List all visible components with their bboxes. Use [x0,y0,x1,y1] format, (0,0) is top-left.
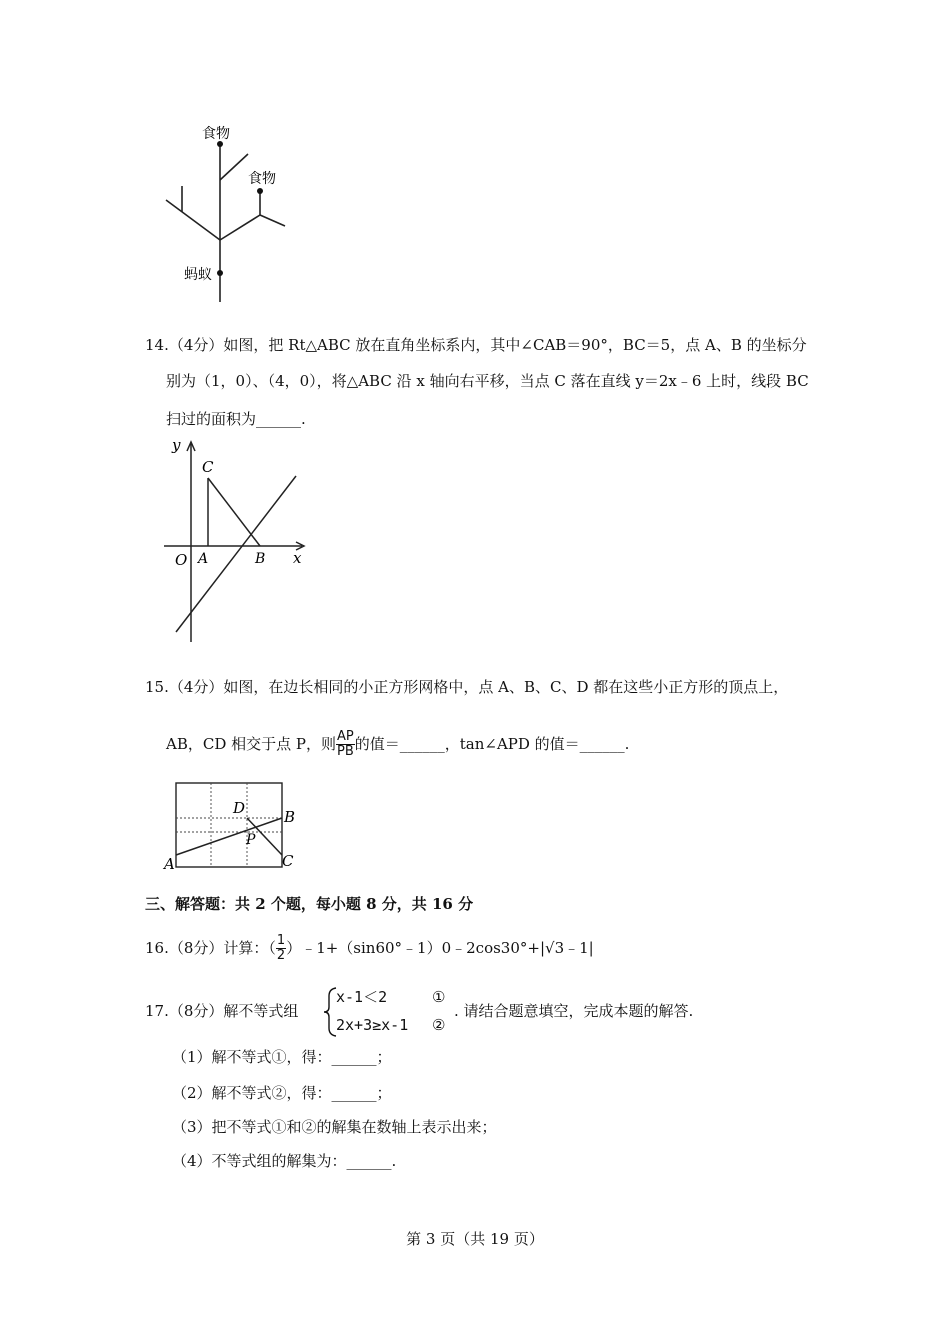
x-label: x [293,549,302,567]
point-D-label: D [233,799,246,817]
origin-label: O [175,551,188,569]
point-C-label: C [282,852,294,870]
right-twig [260,215,285,226]
food-right-point [257,188,263,194]
frac-denominator: 2 [276,948,286,964]
q14-line2: 别为（1，0）、（4，0），将△ABC 沿 x 轴向右平移，当点 C 落在直线 y＝2x﹣6 上时，线段 BC [166,372,809,390]
page-footer: 第 3 页（共 19 页） [406,1230,544,1248]
q14-line3: 扫过的面积为______. [166,410,306,428]
ant-food-tree-figure [160,118,300,308]
frac-numerator: AP [337,729,354,744]
q15-line2 [166,730,629,760]
q15-line1: 15.（4分）如图，在边长相同的小正方形网格中，点 A、B、C、D 都在这些小正方形的顶点上， [145,678,789,696]
q17-item-1: （1）解不等式①，得：______； [172,1048,392,1066]
ineq2-text: 2x+3≥x-1 [336,1016,409,1034]
q14-line1: 14.（4分）如图，把 Rt△ABC 放在直角坐标系内，其中∠CAB＝90°，BC＝5，点 A、B 的坐标分 [145,336,807,354]
point-P-label: P [246,832,256,848]
grid-border [176,783,282,867]
section3-heading: 三、解答题：共 2 个题，每小题 8 分，共 16 分 [145,895,474,913]
q17-pre: 17.（8分）解不等式组 [145,1002,299,1020]
upper-twig [220,154,248,180]
point-B-label: B [255,551,266,567]
q16-pre: 16.（8分）计算：（ [145,938,276,957]
point-C-label: C [202,458,214,476]
segment-AB [176,818,282,855]
q15-line2-post: 的值＝______，tan∠APD 的值＝______. [354,734,630,753]
left-branch [166,200,220,240]
q14-coordinate-figure [160,432,320,647]
segment-CB [208,478,260,546]
q17-post: . 请结合题意填空，完成本题的解答. [454,1002,694,1020]
q15-line2-pre: AB，CD 相交于点 P，则 [166,734,336,753]
q16-line [145,934,594,964]
circled-mark-2: ② [432,1016,446,1034]
ant-label: 蚂蚁 [184,267,212,283]
point-A-label: A [164,855,175,873]
q17-item-2: （2）解不等式②，得：______； [172,1084,392,1102]
frac-denominator: PB [337,744,354,760]
q15-grid-figure [160,778,310,873]
ineq1-text: x-1＜2 [336,988,388,1006]
food-top-label: 食物 [202,126,230,142]
food-right-label: 食物 [248,171,276,187]
line-y-2x-6 [176,476,296,632]
q16-post: ）﹣1+（sin60°﹣1）0﹣2cos30°+|√3﹣1| [286,938,594,957]
q17-item-3: （3）把不等式①和②的解集在数轴上表示出来； [172,1118,497,1136]
ant-point [217,270,223,276]
right-branch [220,215,260,240]
point-B-label: B [284,808,296,826]
q17-item-4: （4）不等式组的解集为：______. [172,1152,397,1170]
y-label: y [172,436,181,454]
point-A-label: A [198,551,209,567]
circled-mark-1: ① [432,988,446,1006]
ap-over-pb-fraction [336,730,355,760]
one-half-fraction [276,934,286,964]
frac-numerator: 1 [276,933,286,948]
